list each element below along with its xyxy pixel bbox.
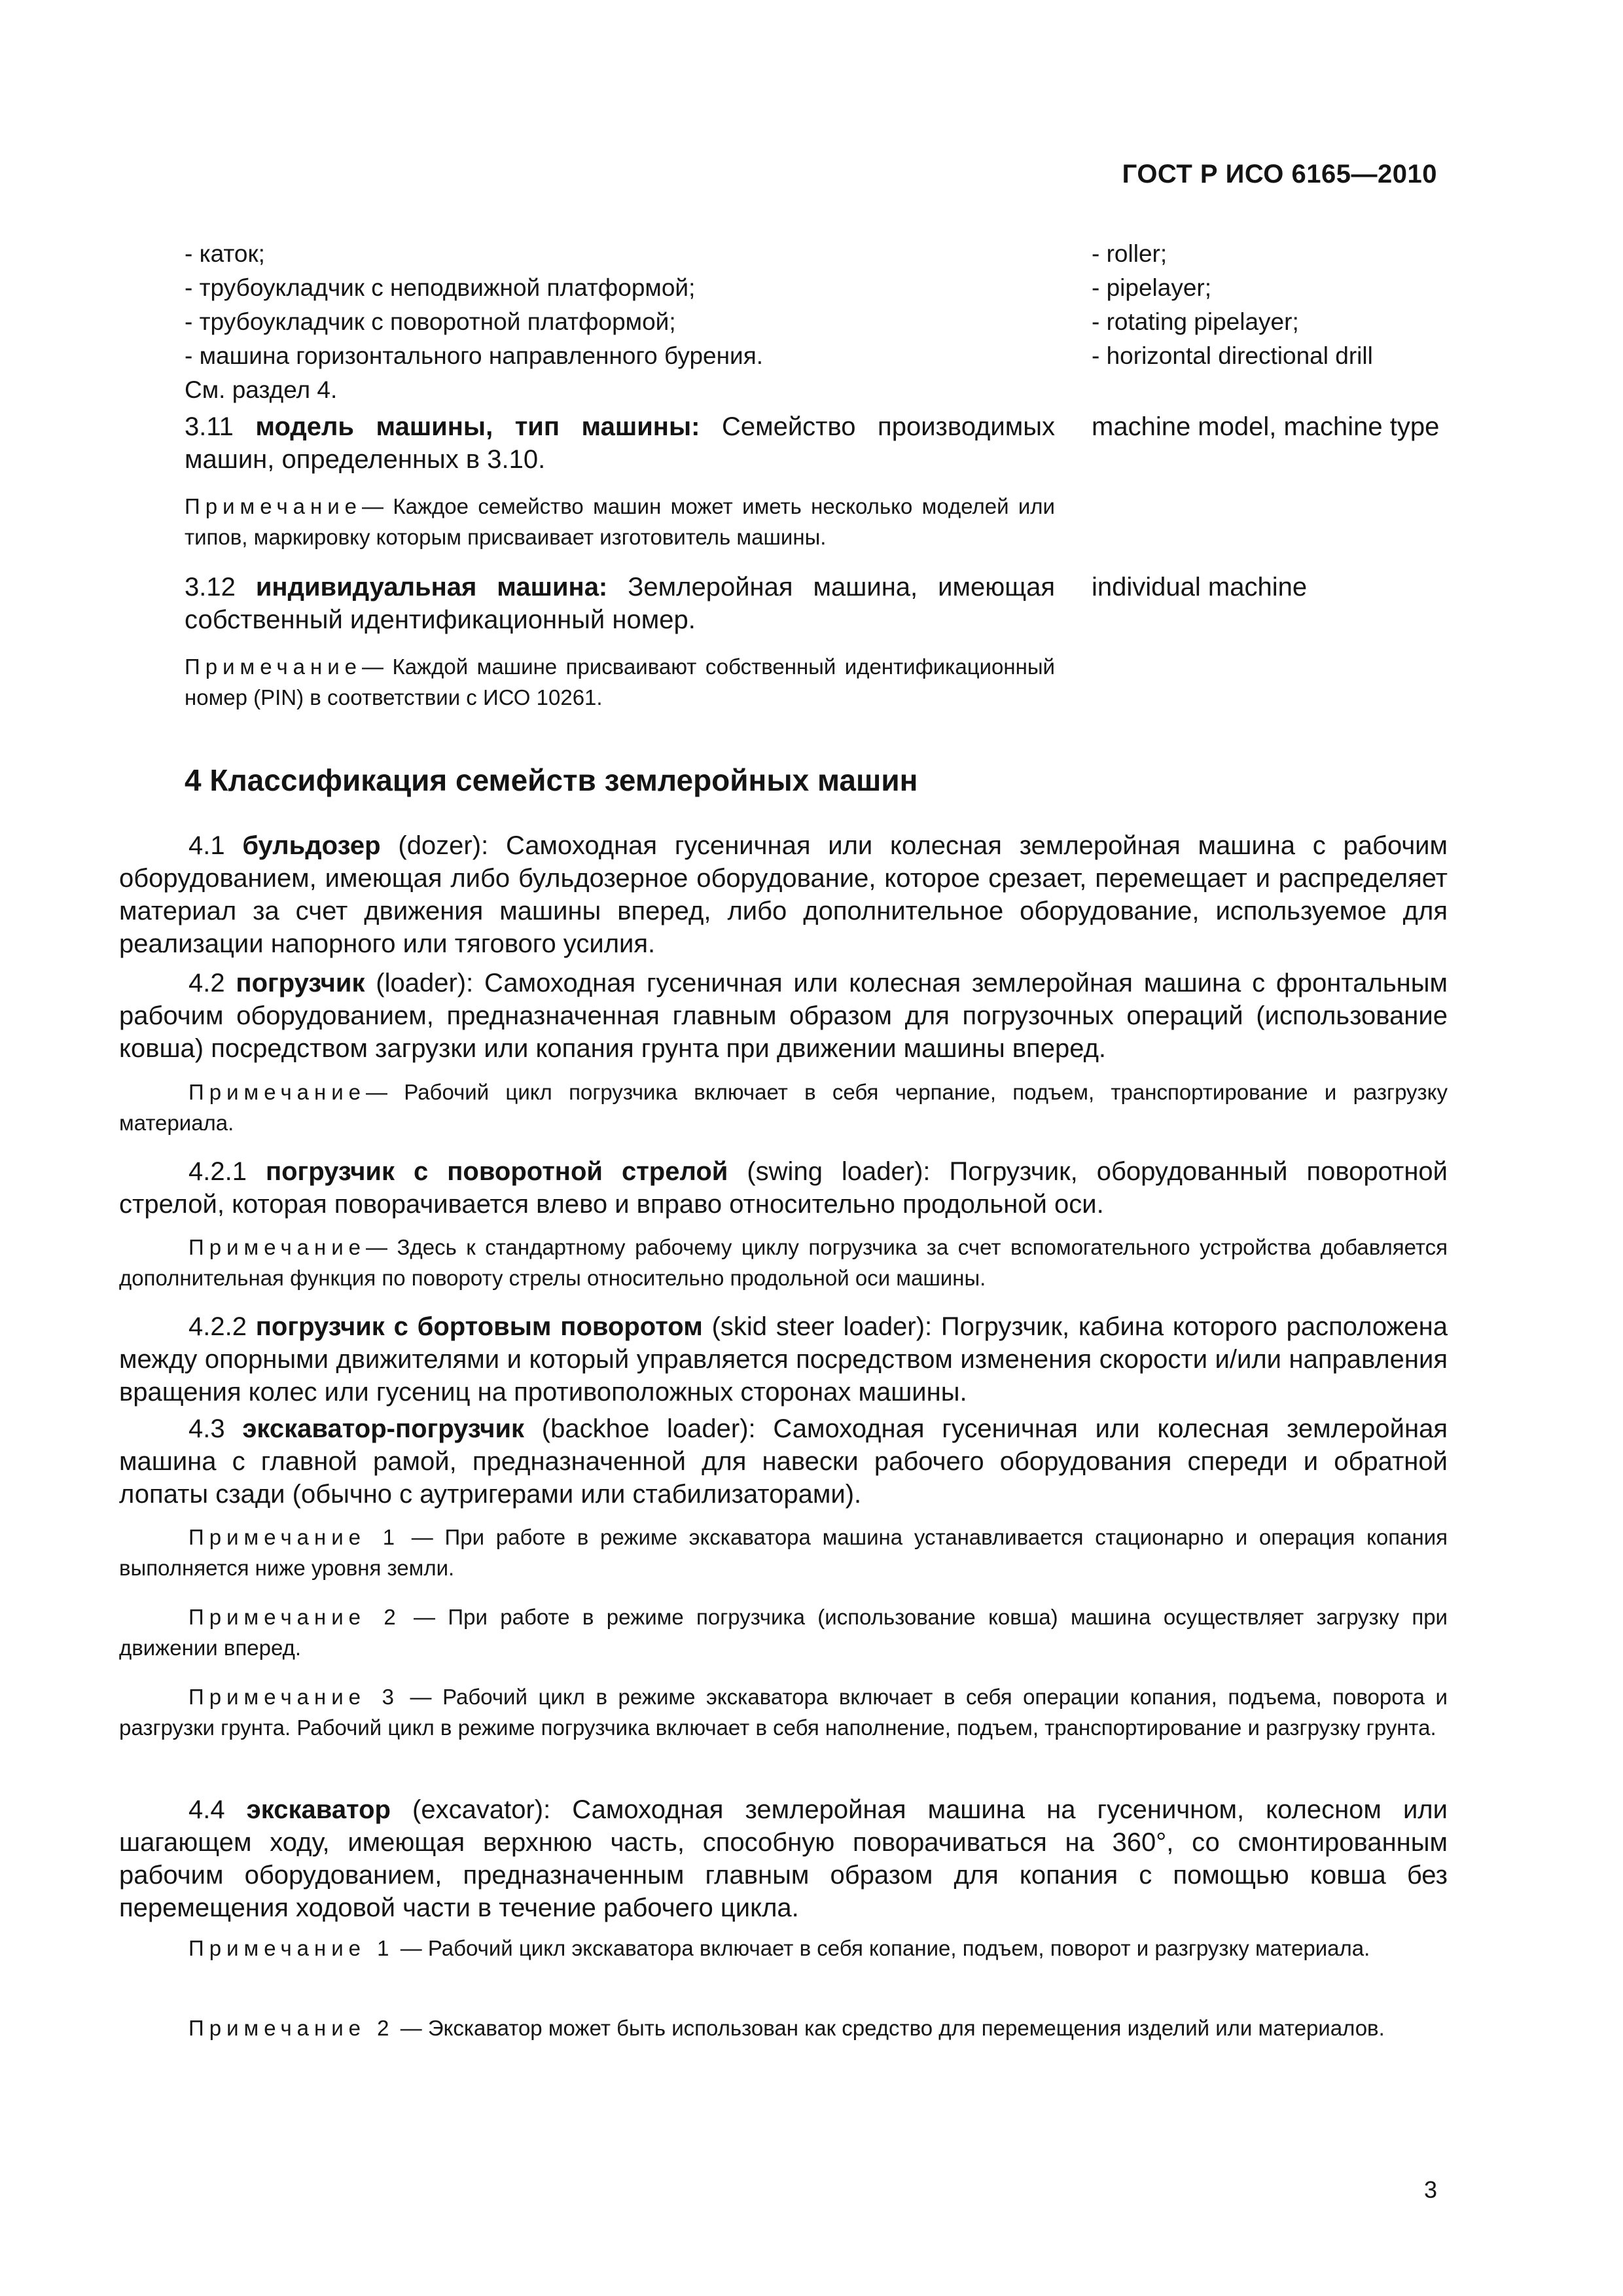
note-text: — Каждой машине присваивают собственный идентификационный номер (PIN) в соответствии с ИСО 10261. [185, 655, 1055, 709]
equipment-list-ru [185, 237, 1055, 407]
section-heading: 4 Классификация семейств землеройных машин [185, 763, 918, 797]
note-label: Примечание 1 [188, 1936, 395, 1960]
list-item: - каток; [185, 240, 265, 267]
note-4-4-2: Примечание 2 — Экскаватор может быть использован как средство для перемещения изделий или материалов. [188, 2016, 1385, 2040]
see-section-ref: См. раздел 4. [185, 376, 338, 403]
equipment-list-en [1092, 237, 1445, 373]
paragraph-4-3: 4.3 экскаватор-погрузчик (backhoe loader): Самоходная гусеничная или колесная землеройная машина с главной рамой, предназначенной для навески рабочего оборудования спереди и обратной лопаты сзади (обычно с аутригерами или стабилизаторами). [119, 1414, 1448, 1509]
note-3-12 [185, 651, 1055, 713]
term-3-11: 3.11 модель машины, тип машины: Семейство производимых машин, определенных в 3.10. [185, 412, 1055, 474]
note-label: Примечание [188, 1235, 366, 1259]
list-item: - машина горизонтального направленного бурения. [185, 342, 764, 369]
paragraph-4-2: 4.2 погрузчик (loader): Самоходная гусеничная или колесная землеройная машина с фронтальным рабочим оборудованием, предназначенная главным образом для погрузочных операций (использование ковша) посредством загрузки или копания грунта при движении машины вперед. [119, 969, 1448, 1063]
term-3-12: 3.12 индивидуальная машина: Землеройная машина, имеющая собственный идентификационный номер. [185, 573, 1056, 634]
term-name: бульдозер [242, 831, 381, 860]
note-4-3-1: Примечание 1 — При работе в режиме экскаватора машина устанавливается стационарно и операция копания выполняется ниже уровня земли. [119, 1525, 1448, 1580]
note-label: Примечание 2 [188, 1605, 401, 1629]
paragraph-4-4: 4.4 экскаватор (excavator): Самоходная землеройная машина на гусеничном, колесном или шагающем ходу, имеющая верхнюю часть, способную поворачиваться на 360°, со смонтированным рабочим оборудованием, предназначенным главным образом для копания с помощью ковша без перемещения ходовой части в течение рабочего цикла. [119, 1795, 1448, 1922]
note-3-11 [185, 491, 1055, 552]
paragraph-4-2-1: 4.2.1 погрузчик с поворотной стрелой (swing loader): Погрузчик, оборудованный поворотной стрелой, которая поворачивается влево и вправо относительно продольной оси. [119, 1157, 1448, 1219]
list-item: - pipelayer; [1092, 274, 1212, 301]
term-3-12-en: individual machine [1092, 573, 1308, 601]
term-name: экскаватор [246, 1795, 391, 1824]
page-number: 3 [1423, 2176, 1437, 2203]
note-text: — Каждое семейство машин может иметь несколько моделей или типов, маркировку которым присваивает изготовитель машины. [185, 494, 1055, 549]
term-name: погрузчик с бортовым поворотом [255, 1312, 703, 1341]
term-definition: Землеройная машина, имеющая собственный идентификационный номер. [185, 573, 1056, 634]
note-label: Примечание [188, 1080, 366, 1104]
list-item: - horizontal directional drill [1092, 342, 1373, 369]
term-name: модель машины, тип машины: [255, 412, 700, 441]
note-label: Примечание 1 [188, 1525, 401, 1549]
document-code: ГОСТ Р ИСО 6165—2010 [1122, 160, 1437, 188]
term-name: экскаватор-погрузчик [242, 1414, 525, 1443]
note-4-2: Примечание— Рабочий цикл погрузчика включает в себя черпание, подъем, транспортирование и разгрузку материала. [119, 1080, 1448, 1135]
note-4-2-1: Примечание— Здесь к стандартному рабочему циклу погрузчика за счет вспомогательного устройства добавляется дополнительная функция по повороту стрелы относительно продольной оси машины. [119, 1235, 1448, 1290]
list-item: - rotating pipelayer; [1092, 308, 1299, 335]
note-4-3-3: Примечание 3 — Рабочий цикл в режиме экскаватора включает в себя операции копания, подъема, поворота и разгрузки грунта. Рабочий цикл в режиме погрузчика включает в себя наполнение, подъем, транспортирование и разгрузку грунта. [119, 1685, 1448, 1740]
term-name: индивидуальная машина: [255, 573, 608, 601]
note-4-4-1: Примечание 1 — Рабочий цикл экскаватора включает в себя копание, подъем, поворот и разгрузку материала. [188, 1936, 1370, 1960]
term-definition: Семейство производимых машин, определенных в 3.10. [185, 412, 1055, 474]
list-item: - roller; [1092, 240, 1168, 267]
note-label: Примечание [185, 494, 363, 518]
term-name: погрузчик [236, 969, 365, 997]
paragraph-4-1: 4.1 бульдозер (dozer): Самоходная гусеничная или колесная землеройная машина с рабочим оборудованием, имеющая либо бульдозерное оборудование, которое срезает, перемещает и распределяет материал за счет движения машины вперед, либо дополнительное оборудование, используемое для реализации напорного или тягового усилия. [119, 831, 1448, 958]
note-label: Примечание 3 [188, 1685, 399, 1709]
term-3-11-en: machine model, machine type [1092, 412, 1440, 441]
paragraph-4-2-2: 4.2.2 погрузчик с бортовым поворотом (skid steer loader): Погрузчик, кабина которого расположена между опорными движителями и который управляется посредством изменения скорости и/или направления вращения колес или гусениц на противоположных сторонах машины. [119, 1312, 1448, 1407]
list-item: - трубоукладчик с поворотной платформой; [185, 308, 676, 335]
note-4-3-2: Примечание 2 — При работе в режиме погрузчика (использование ковша) машина осуществляет загрузку при движении вперед. [119, 1605, 1448, 1660]
note-label: Примечание 2 [188, 2016, 395, 2040]
note-label: Примечание [185, 655, 363, 679]
list-item: - трубоукладчик с неподвижной платформой; [185, 274, 696, 301]
term-name: погрузчик с поворотной стрелой [265, 1157, 728, 1186]
